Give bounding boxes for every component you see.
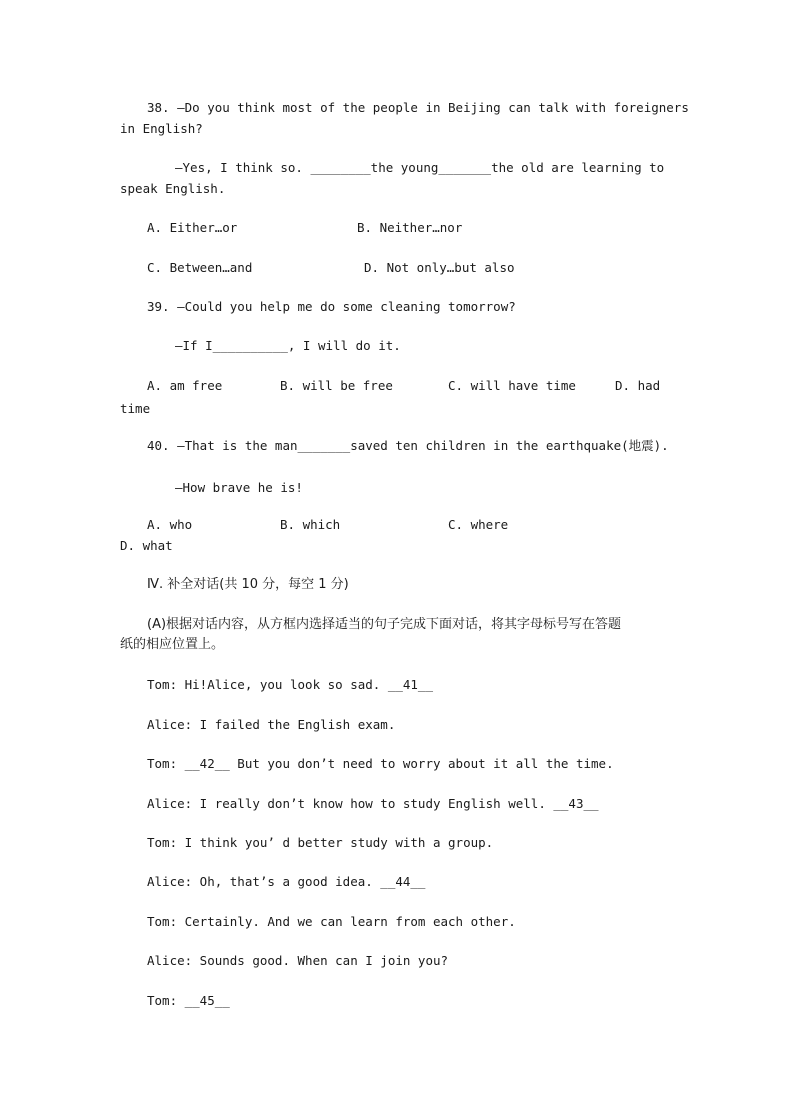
dialog-line: Tom: Hi!Alice, you look so sad. __41__ — [147, 677, 433, 692]
dialog-line: Alice: Oh, that’s a good idea. __44__ — [147, 874, 426, 889]
section-heading: Ⅳ. 补全对话(共 10 分，每空 1 分) — [147, 577, 349, 592]
q38-stem-line1: 38. —Do you think most of the people in Beijing can talk with foreigners — [147, 100, 689, 115]
q39-option-a: A. am free — [147, 378, 223, 393]
dialog-line: Tom: Certainly. And we can learn from each other. — [147, 914, 516, 929]
q38-answer-line1: —Yes, I think so. ________the young_______the old are learning to — [175, 160, 665, 175]
section-instructions-line2: 纸的相应位置上。 — [120, 637, 225, 652]
dialog-line: Tom: __42__ But you don’t need to worry about it all the time. — [147, 756, 614, 771]
q40-answer: —How brave he is! — [175, 480, 303, 495]
q40-option-c: C. where — [448, 517, 509, 532]
q39-option-b: B. will be free — [280, 378, 393, 393]
q40-option-d: D. what — [120, 538, 173, 553]
q40-option-a: A. who — [147, 517, 193, 532]
q38-option-a: A. Either…or — [147, 220, 238, 235]
q38-option-d: D. Not only…but also — [364, 260, 515, 275]
q39-option-d-wrap: time — [120, 401, 151, 416]
q38-stem-line2: in English? — [120, 121, 203, 136]
dialog-line: Tom: I think you’ d better study with a group. — [147, 835, 494, 850]
q38-option-b: B. Neither…nor — [357, 220, 463, 235]
q38-option-c: C. Between…and — [147, 260, 253, 275]
q40-option-b: B. which — [280, 517, 341, 532]
section-instructions-line1: (A)根据对话内容，从方框内选择适当的句子完成下面对话，将其字母标号写在答题 — [147, 617, 622, 632]
dialog-line: Alice: I really don’t know how to study English well. __43__ — [147, 796, 599, 811]
dialog-line: Tom: __45__ — [147, 993, 230, 1008]
q40-stem: 40. —That is the man_______saved ten children in the earthquake(地震). — [147, 438, 669, 453]
q39-option-c: C. will have time — [448, 378, 576, 393]
q39-stem: 39. —Could you help me do some cleaning tomorrow? — [147, 299, 516, 314]
dialog-line: Alice: Sounds good. When can I join you? — [147, 953, 449, 968]
q39-option-d: D. had — [615, 378, 661, 393]
q38-answer-line2: speak English. — [120, 181, 226, 196]
q39-answer: —If I__________, I will do it. — [175, 338, 401, 353]
dialog-line: Alice: I failed the English exam. — [147, 717, 396, 732]
